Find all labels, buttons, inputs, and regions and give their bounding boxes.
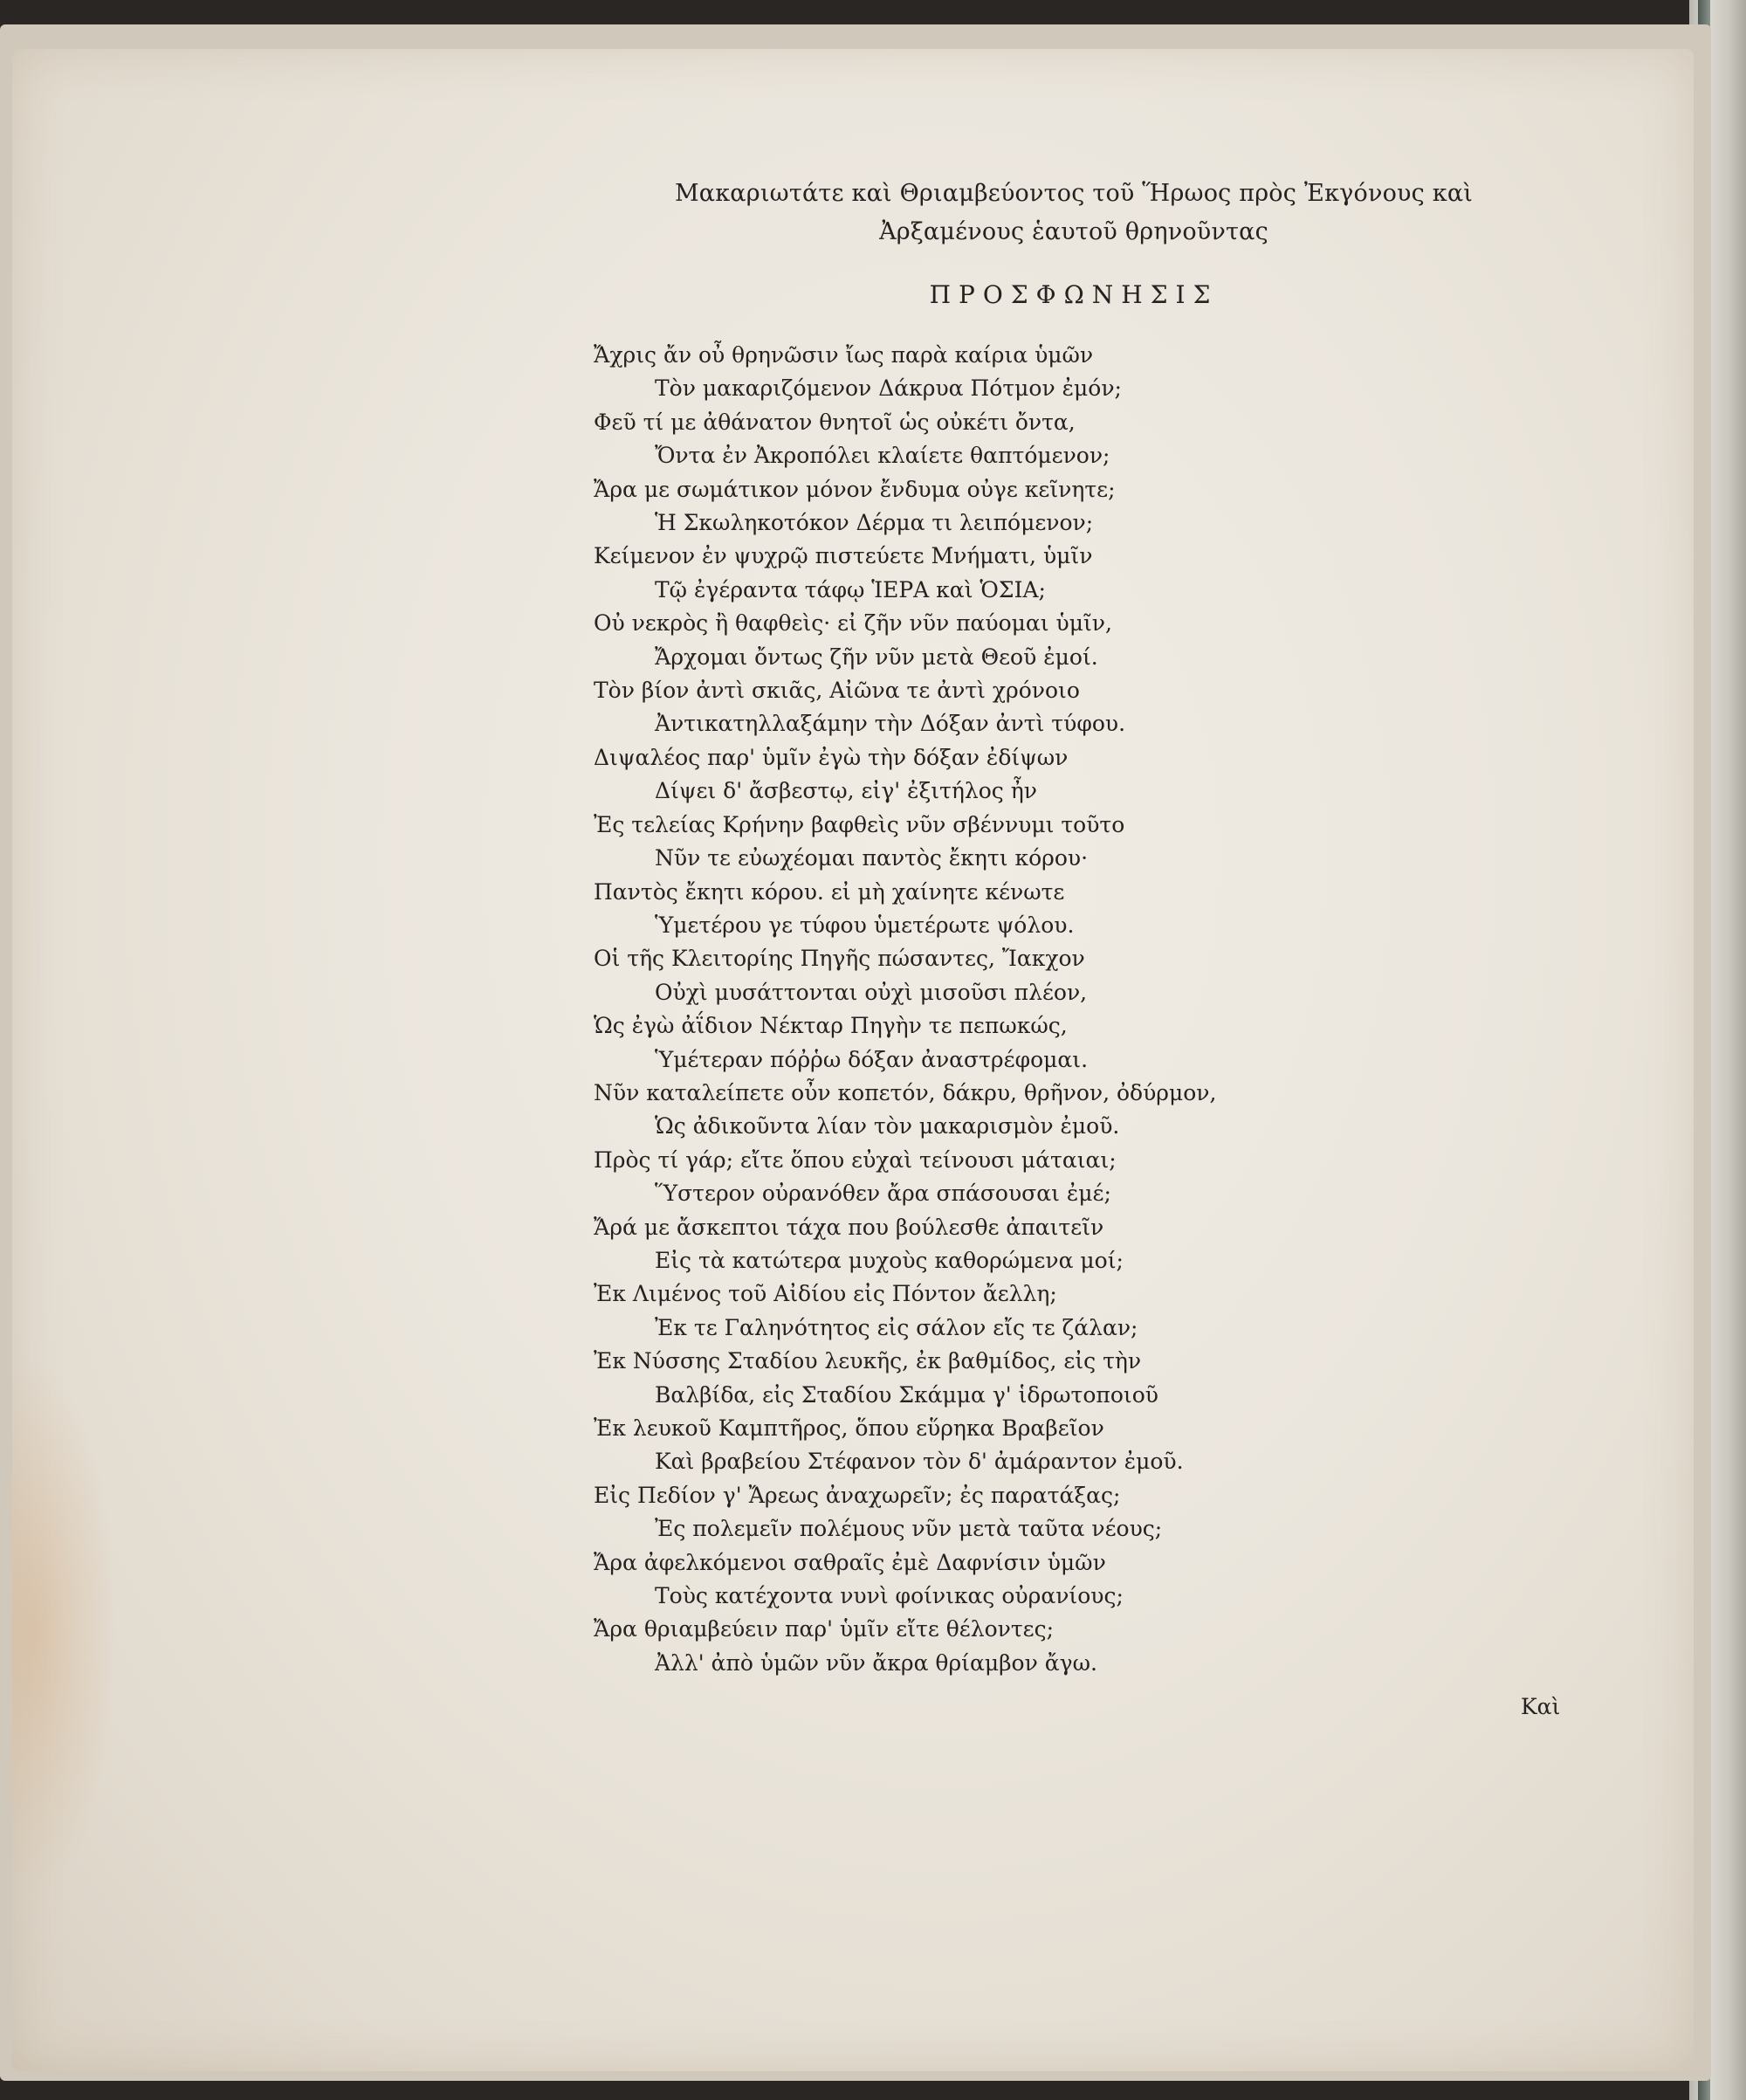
verse-line: Διψαλέος παρ' ὑμῖν ἐγὼ τὴν δόξαν ἐδίψων [594,744,1069,770]
verse-line: Δίψει δ' ἄσβεστῳ, εἰγ' ἐξιτήλος ἦν [655,778,1037,804]
verse-line: Οὐχὶ μυσάττονται οὐχὶ μισοῦσι πλέον, [655,979,1088,1005]
verse-line: Ἡ Σκωληκοτόκον Δέρμα τι λειπόμενον; [655,510,1094,536]
verse-line: Οὐ νεκρὸς ἢ θαφθεὶς· εἰ ζῆν νῦν παύομαι ὑμῖν, [594,610,1112,637]
verse-line: Τῷ ἐγέραντα τάφῳ ἹΕΡΑ καὶ ὉΣΙΑ; [655,576,1046,602]
verse-line: Ὑμετέρου γε τύφου ὑμετέρωτε ψόλου. [655,912,1075,938]
verse-line: Εἰς Πεδίον γ' Ἄρεως ἀναχωρεῖν; ἐς παρατάξας; [594,1482,1121,1508]
verse-line: Ἄρα με σωμάτικον μόνον ἔνδυμα οὐγε κεῖνητε; [594,476,1116,502]
page-heading [594,175,1554,251]
verse-line: Ὄντα ἐν Ἀκροπόλει κλαίετε θαπτόμενον; [655,443,1110,469]
verse-line: Ὕστερον οὐρανόθεν ἄρα σπάσουσαι ἐμέ; [655,1181,1111,1207]
verse-line: Πρὸς τί γάρ; εἴτε ὅπου εὐχαὶ τείνουσι μάταιαι; [594,1146,1117,1173]
verse-line: Ἄχρις ἄν οὖ θρηνῶσιν ἴως παρὰ καίρια ὑμῶν [594,342,1094,368]
verse-line: Ὑμέτεραν πόῤῥω δόξαν ἀναστρέφομαι. [655,1046,1089,1072]
verse-line: Κείμενον ἐν ψυχρῷ πιστεύετε Μνήματι, ὑμῖν [594,543,1093,569]
verse-line: Ἄρα θριαμβεύειν παρ' ὑμῖν εἴτε θέλοντες; [594,1616,1055,1642]
heading-line-1: Μακαριωτάτε καὶ Θριαμβεύοντος τοῦ Ἥρωος πρὸς Ἐκγόνους καὶ [674,180,1474,207]
verse-line: Τὸν μακαριζόμενον Δάκρυα Πότμον ἐμόν; [655,375,1122,402]
verse-line: Ἐκ Νύσσης Σταδίου λευκῆς, ἐκ βαθμίδος, εἰς τὴν [594,1348,1142,1374]
verse-line: Ἐκ Λιμένος τοῦ Αἰδίου εἰς Πόντον ἄελλη; [594,1281,1057,1307]
catchword: Καὶ [1521,1694,1561,1719]
poem-title: ΠΡΟΣΦΩΝΗΣΙΣ [929,280,1219,309]
verse-line: Ὡς ἀδικοῦντα λίαν τὸν μακαρισμὸν ἐμοῦ. [655,1113,1120,1140]
verse-line: Ἀλλ' ἀπὸ ὑμῶν νῦν ἄκρα θρίαμβον ἄγω. [655,1649,1097,1676]
verse-line: Ἐς πολεμεῖν πολέμους νῦν μετὰ ταῦτα νέους; [655,1516,1163,1542]
verse-line: Νῦν καταλείπετε οὖν κοπετόν, δάκρυ, θρῆνον, ὀδύρμον, [594,1079,1217,1105]
verse-line: Εἰς τὰ κατώτερα μυχοὺς καθορώμενα μοί; [655,1247,1124,1273]
verse-line: Νῦν τε εὐωχέομαι παντὸς ἔκητι κόρου· [655,845,1089,871]
verse-line: Ἄρα ἀφελκόμενοι σαθραῖς ἐμὲ Δαφνίσιν ὑμῶν [594,1549,1106,1575]
verse-line: Ἄρχομαι ὄντως ζῆν νῦν μετὰ Θεοῦ ἐμοί. [655,644,1098,670]
verse-line: Ἐκ λευκοῦ Καμπτῆρος, ὅπου εὕρηκα Βραβεῖον [594,1415,1104,1441]
verse-line: Παντὸς ἔκητι κόρου. εἰ μὴ χαίνητε κένωτε [594,878,1065,905]
verse-line: Τὸν βίον ἀντὶ σκιᾶς, Αἰῶνα τε ἀντὶ χρόνοιο [594,678,1080,704]
verse-line: Καὶ βραβείου Στέφανον τὸν δ' ἀμάραντον ἐμοῦ. [655,1449,1184,1475]
verse-line: Φεῦ τί με ἀθάνατον θνητοῖ ὡς οὐκέτι ὄντα, [594,409,1076,435]
verse-line: Ἐκ τε Γαληνότητος εἰς σάλον εἴς τε ζάλαν; [655,1314,1138,1340]
verse-line: Ἐς τελείας Κρήνην βαφθεὶς νῦν σβέννυμι τοῦτο [594,811,1125,837]
verse-line: Οἱ τῆς Κλειτορίης Πηγῆς πώσαντες, Ἴακχον [594,946,1085,972]
page-content [594,175,1554,1680]
poem-body [594,339,1554,1680]
verse-line: Τοὺς κατέχοντα νυνὶ φοίνικας οὐρανίους; [655,1583,1124,1609]
heading-line-2: Ἀρξαμένους ἑαυτοῦ θρηνοῦντας [879,218,1268,245]
verse-line: Ἀντικατηλλαξάμην τὴν Δόξαν ἀντὶ τύφου. [655,711,1126,737]
verse-line: Βαλβίδα, εἰς Σταδίου Σκάμμα γ' ἱδρωτοποιοῦ [655,1381,1158,1408]
foxing-stain [12,1359,117,1900]
verse-line: Ἄρά με ἄσκεπτοι τάχα που βούλεσθε ἀπαιτεῖν [594,1214,1104,1240]
verse-line: Ὡς ἐγὼ ἀΐδιον Νέκταρ Πηγὴν τε πεπωκώς, [594,1013,1068,1039]
